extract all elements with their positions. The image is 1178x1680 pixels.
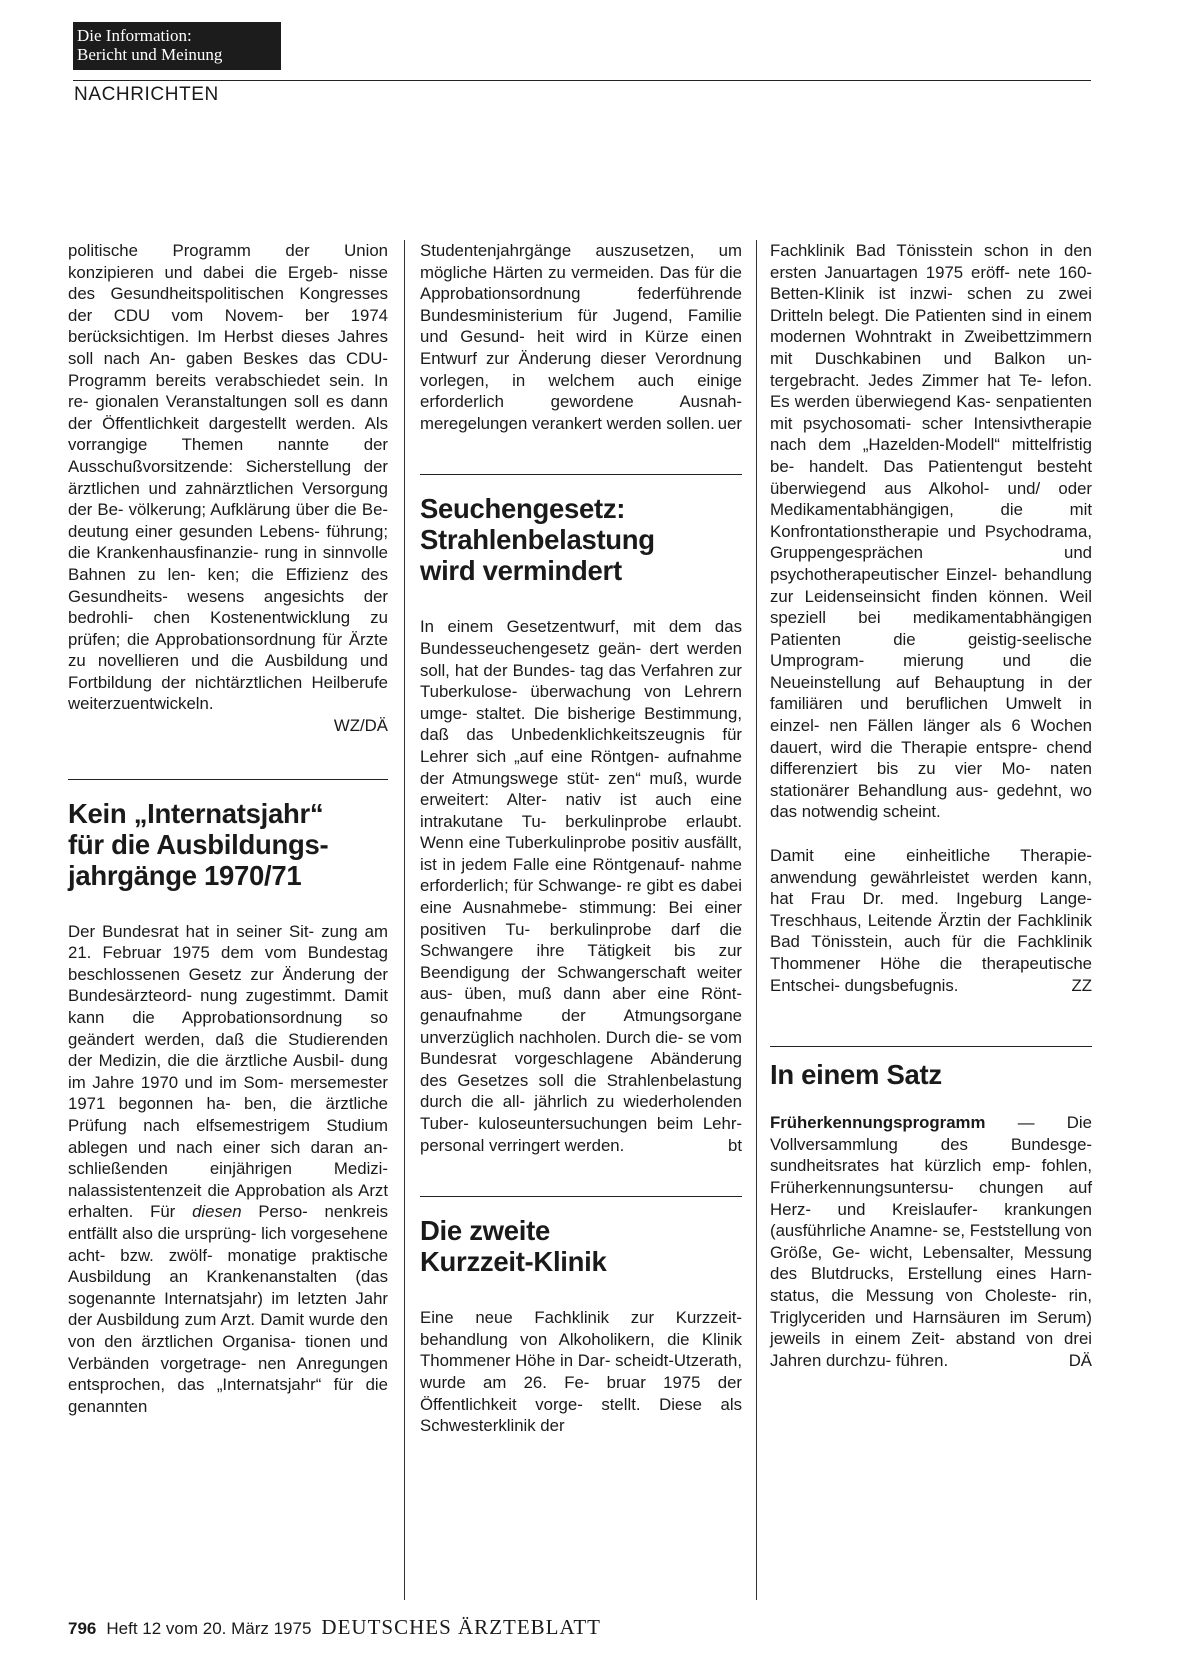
article-headline <box>420 493 742 586</box>
body-text: Studentenjahrgänge auszusetzen, um mögliche Härten zu vermeiden. Das für die Approbationsordnung federführende Bundesministerium für Jugend, Familie und Gesund- heit wird in Kürze einen Entwurf zur Änderung dieser Verordnung vorlegen, in welchem auch einige erforderlich gewordene Ausnah- meregelungen verankert werden sollen. <box>420 241 742 433</box>
headline-line: Die zweite <box>420 1215 550 1247</box>
article-headline <box>420 1215 742 1277</box>
article-continuation: Fachklinik Bad Tönisstein schon in den ersten Januartagen 1975 eröff- nete 160-Betten-Klinik ist inzwi- schen zu zwei Dritteln belegt. Die Patienten sind in einem modernen Wohntrakt in Zweibettzimmern mit Duschkabinen und Balkon un- tergebracht. Jedes Zimmer hat Te- lefon. Es werden überwiegend Kas- senpatienten mit psychosomati- scher Intensivtherapie nach dem „Hazelden-Modell“ mittelfristig be- handelt. Das Patientengut besteht überwiegend aus Alkohol- und/ oder Medikamentabhängigen, die mit Konfrontationstherapie und Psychodrama, Gruppengesprächen und psychotherapeutischer Einzel- behandlung zur Leidenseinsicht finden können. Weil speziell bei medikamentabhängigen Patienten die geistig-seelische Umprogram- mierung und die Neueinstellung auf Behauptung in der familiären und beruflichen Umwelt in einzel- nen Fällen länger als 6 Wochen dauert, wird die Therapie entspre- chend differenziert bis zu vier Mo- naten stationärer Behandlung aus- gedehnt, wo das notwendig scheint. <box>770 241 1092 822</box>
masthead-line-1: Die Information: <box>77 26 192 45</box>
issue-info: Heft 12 vom 20. März 1975 <box>106 1619 312 1638</box>
article-signature: ZZ <box>1071 975 1092 995</box>
body-text: Damit eine einheitliche Therapie- anwendung gewährleistet werden kann, hat Frau Dr. med. Ingeburg Lange-Treschhaus, Leitende Ärztin der Fachklinik Bad Tönisstein, auch für die Fachklinik Thommener Höhe die therapeutische Entschei- dungsbefugnis. <box>770 846 1092 995</box>
headline-line: Kein „Internatsjahr“ <box>68 797 324 829</box>
body-text: In einem Gesetzentwurf, mit dem das Bundesseuchengesetz geän- dert werden soll, hat der Bundes- tag das Verfahren zur Tuberkulose- überwachung von Lehrern umge- staltet. Die bisherige Bestimmung, daß das Unbedenklichkeitszeugnis für Lehrer sich „auf eine Röntgen- aufnahme der Atmungswege stüt- zen“ muß, wurde erweitert: Alter- nativ ist auch eine intrakutane Tu- berkulinprobe erlaubt. Wenn eine Tuberkulinprobe positiv ausfällt, ist in jedem Falle eine Röntgenauf- nahme erforderlich; für Schwange- re gibt es dabei eine Ausnahmebe- stimmung: Bei einer positiven Tu- berkulinprobe darf die Schwangere ihre Tätigkeit bis zur Beendigung der Schwangerschaft weiter aus- üben, muß dann aber eine Rönt- genaufnahme der Atmungsorgane unverzüglich nachholen. Durch die- se vom Bundesrat vorgeschlagene Abänderung des Gesetzes soll die Strahlenbelastung durch die all- jährlich zu wiederholenden Tuber- kuloseuntersuchungen beim Lehr- personal verringert werden. <box>420 617 742 1155</box>
article-headline <box>68 798 388 891</box>
masthead-line-2: Bericht und Meinung <box>77 45 223 64</box>
article-body: Eine neue Fachklinik zur Kurzzeit- behandlung von Alkoholikern, die Klinik Thommener Höhe in Dar- scheidt-Utzerath, wurde am 26. Fe- bruar 1975 der Öffentlichkeit vorge- stellt. Diese als Schwesterklinik der <box>420 1308 742 1436</box>
headline-line: für die Ausbildungs- <box>68 828 329 860</box>
page-footer <box>68 1615 601 1640</box>
in-einem-satz-item <box>770 1112 1092 1371</box>
headline-line: Kurzzeit-Klinik <box>420 1246 607 1278</box>
column-divider <box>404 240 405 1600</box>
article-body <box>420 616 742 1156</box>
column-3 <box>770 240 1092 1371</box>
body-text: — Die Vollversammlung des Bundesge- sundheitsrates hat kürzlich emp- fohlen, Früherkennungsuntersu- chungen auf Herz- und Kreislaufer- krankungen (ausführliche Anamne- se, Feststellung von Größe, Ge- wicht, Lebensalter, Messung des Blutdrucks, Erstellung eines Harn- status, die Messung von Choleste- rin, Triglyceriden und Harnsäuren im Serum) jeweils in einem Zeit- abstand von drei Jahren durchzu- führen. <box>770 1113 1092 1370</box>
column-divider <box>756 240 757 1600</box>
column-1 <box>68 240 388 1417</box>
headline-line: Seuchengesetz: <box>420 493 626 525</box>
emphasis-text: diesen <box>192 1202 242 1222</box>
headline-line: wird vermindert <box>420 555 622 587</box>
page-number: 796 <box>68 1619 97 1638</box>
intro-text: politische Programm der Union konzipieren und dabei die Ergeb- nisse des Gesundheitspolitischen Kongresses der CDU vom Novem- ber 1974 berücksichtigen. Im Herbst dieses Jahres soll nach An- gaben Beskes das CDU-Programm bereits verabschiedet sein. In re- gionalen Veranstaltungen soll es dann der Öffentlichkeit dargestellt werden. Als vorrangige Themen nannte der Ausschußvorsitzende: Sicherstellung der ärztlichen und zahnärztlichen Versorgung der Be- völkerung; Aufklärung über die Be- deutung einer gesunden Lebens- führung; die Krankenhausfinanzie- rung in sinnvolle Bahnen zu len- ken; die Effizienz des Gesundheits- wesens angesichts der bedrohli- chen Kostenentwicklung zu prüfen; die Approbationsordnung für Ärzte zu novellieren und die Ausbildung und Fortbildung der nichtärztlichen Heilberufe weiterzuentwickeln. <box>68 241 388 714</box>
body-text: Der Bundesrat hat in seiner Sit- zung am 21. Februar 1975 dem vom Bundestag beschlossenen Gesetz zur Änderung der Bundesärzteord- nung zugestimmt. Damit kann die Approbationsordnung so geändert werden, daß die Studierenden der Medizin, die die ärztliche Ausbil- dung im Jahre 1970 und im Som- mersemester 1971 begonnen ha- ben, die ärztliche Prüfung nach elfsemestrigem Studium ablegen und nach einer sich daran an- schließenden einjährigen Medizi- nalassistentenzeit die Approbation als Arzt erhalten. Für <box>68 921 388 1222</box>
intro-signature: WZ/DÄ <box>333 716 388 736</box>
article-signature: uer <box>717 413 742 433</box>
article-paragraph <box>770 845 1092 996</box>
item-lead: Früherkennungsprogramm <box>770 1113 986 1133</box>
article-signature: DÄ <box>1068 1350 1092 1370</box>
article-continuation <box>420 240 742 434</box>
section-headline: In einem Satz <box>770 1059 942 1091</box>
article-body <box>68 921 388 1418</box>
headline-line: jahrgänge 1970/71 <box>68 859 302 891</box>
column-2 <box>420 240 742 1437</box>
article-signature: bt <box>728 1135 742 1155</box>
masthead <box>73 22 281 70</box>
headline-line: Strahlenbelastung <box>420 524 655 556</box>
journal-name: DEUTSCHES ÄRZTEBLATT <box>321 1615 601 1639</box>
section-label: NACHRICHTEN <box>74 84 219 105</box>
body-text: Perso- nenkreis entfällt also die ursprüng- lich vorgesehene acht- bzw. zwölf- monatige praktische Ausbildung an Krankenanstalten (das sogenannte Internatsjahr) im letzten Jahr der Ausbildung zum Arzt. Damit wurde den von den ärztlichen Organisa- tionen und Verbänden vorgetrage- nen Anregungen entsprochen, das „Internatsjahr“ für die genannten <box>68 1202 388 1416</box>
top-rule <box>73 80 1091 81</box>
